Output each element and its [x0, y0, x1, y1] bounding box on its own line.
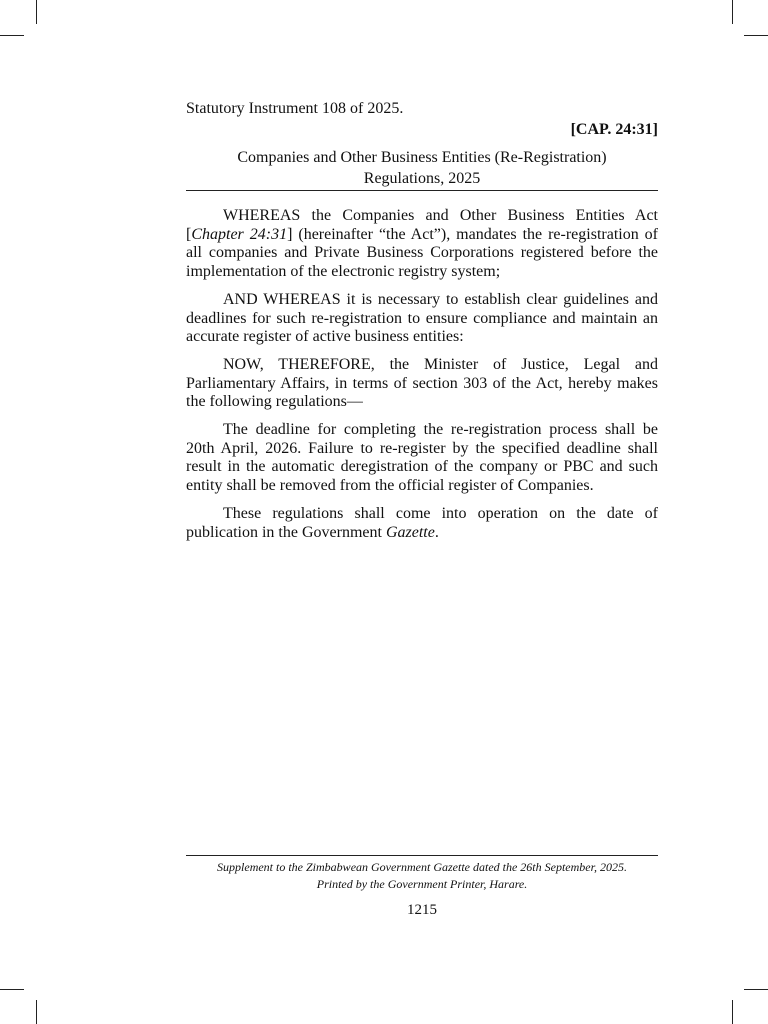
- title-line-2: Regulations, 2025: [363, 170, 481, 187]
- whereas-text-end: ] (hereinafter “the Act”), mandates the re-registration of all companies and Private Business Corporations registered before the implementation of the electronic registry system;: [186, 225, 659, 281]
- commencement-text: These regulations shall come into operation on the date of publication in the Government: [186, 504, 658, 541]
- crop-mark-bottom-left-horizontal: [0, 989, 24, 990]
- gazette-word: Gazette: [385, 523, 435, 541]
- crop-mark-bottom-right-vertical: [732, 1000, 733, 1024]
- whereas-paragraph: [186, 207, 658, 282]
- footer-supplement-line: Supplement to the Zimbabwean Government Gazette dated the 26th September, 2025.: [217, 860, 627, 874]
- crop-mark-top-left-horizontal: [0, 35, 24, 36]
- commencement-period: .: [434, 523, 439, 541]
- title-line-1: Companies and Other Business Entities (Re-Registration): [237, 149, 607, 166]
- crop-mark-bottom-right-horizontal: [744, 989, 768, 990]
- document-page: [186, 98, 658, 551]
- regulations-title: [186, 147, 658, 191]
- statutory-instrument-line: Statutory Instrument 108 of 2025.: [186, 100, 404, 117]
- chapter-citation: Chapter 24:31: [191, 225, 288, 243]
- footer-printer-line: Printed by the Government Printer, Harare.: [316, 877, 528, 891]
- crop-mark-top-right-vertical: [732, 0, 733, 24]
- now-therefore-paragraph: NOW, THEREFORE, the Minister of Justice, Legal and Parliamentary Affairs, in terms of section 303 of the Act, hereby makes the following regulations—: [186, 355, 658, 411]
- crop-mark-bottom-left-vertical: [36, 1000, 37, 1024]
- whereas-text-start: WHEREAS the Companies and Other Business Entities Act [: [186, 207, 658, 243]
- chapter-reference: [CAP. 24:31]: [570, 121, 658, 138]
- page-number: 1215: [407, 902, 437, 918]
- crop-mark-top-left-vertical: [36, 0, 37, 24]
- deadline-paragraph: The deadline for completing the re-registration process shall be 20th April, 2026. Failure to re-register by the specified deadline shall result in the automatic deregistration of the company or PBC and such entity shall be removed from the official register of Companies.: [186, 421, 658, 495]
- crop-mark-top-right-horizontal: [744, 35, 768, 36]
- document-body: [186, 207, 658, 542]
- and-whereas-paragraph: AND WHEREAS it is necessary to establish clear guidelines and deadlines for such re-registration to ensure compliance and maintain an accurate register of active business entities:: [186, 290, 658, 346]
- gazette-footer: [186, 855, 658, 893]
- commencement-paragraph: [186, 505, 658, 542]
